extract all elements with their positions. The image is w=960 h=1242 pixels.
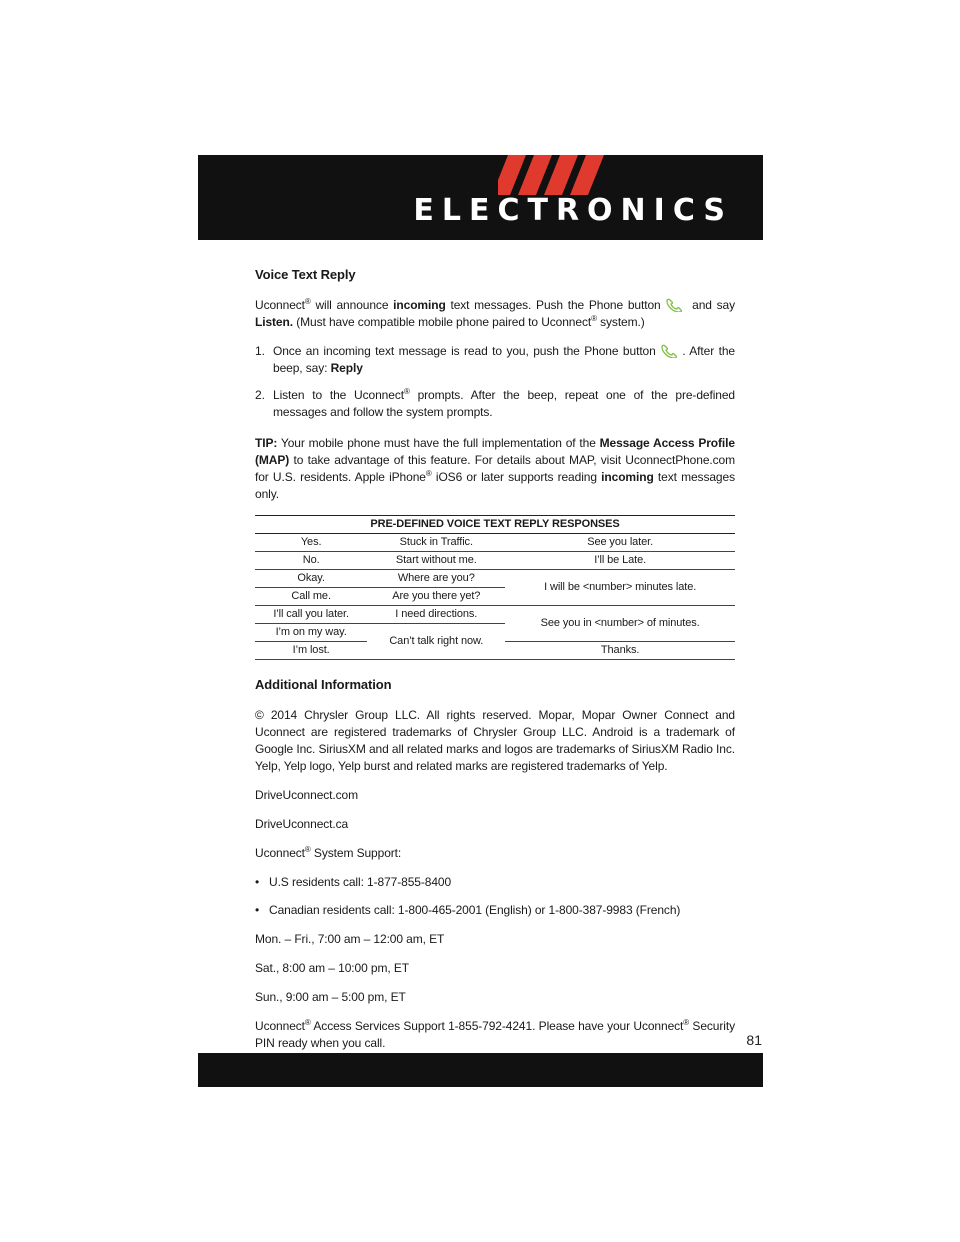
page-number: 81 xyxy=(746,1032,762,1048)
list-item: • U.S residents call: 1-877-855-8400 xyxy=(255,874,735,891)
table-row: Yes. Stuck in Traffic. See you later. xyxy=(255,534,735,552)
hours-sunday: Sun., 9:00 am – 5:00 pm, ET xyxy=(255,990,406,1004)
page-content xyxy=(255,266,735,1064)
table-row: I’m lost. Thanks. xyxy=(255,642,735,660)
phone-icon xyxy=(660,344,682,358)
racing-stripes-graphic xyxy=(498,155,608,195)
step-1: 1. Once an incoming text message is read to you, push the Phone button . After the beep, say: Reply xyxy=(255,344,735,375)
section-title: ELECTRONICS xyxy=(413,193,733,228)
table-title: PRE-DEFINED VOICE TEXT REPLY RESPONSES xyxy=(255,516,735,534)
access-services-text: Uconnect® Access Services Support 1-855-792-4241. Please have your Uconnect® Security PIN ready when you call. xyxy=(255,1018,735,1050)
hours-weekday: Mon. – Fri., 7:00 am – 12:00 am, ET xyxy=(255,932,445,946)
table-row: Okay. Where are you? I will be <number> minutes late. xyxy=(255,570,735,588)
site-ca: DriveUconnect.ca xyxy=(255,817,349,831)
support-phone-list xyxy=(255,874,735,919)
step-2: 2. Listen to the Uconnect® prompts. After the beep, repeat one of the pre-defined messages and follow the system prompts. xyxy=(255,387,735,419)
site-us: DriveUconnect.com xyxy=(255,788,359,802)
phone-icon xyxy=(665,298,687,312)
voice-text-reply-intro: Uconnect® will announce incoming text messages. Push the Phone button and say Listen. (Must have compatible mobile phone paired to Uconnect® system.) xyxy=(255,297,735,329)
list-item: • Canadian residents call: 1-800-465-2001 (English) or 1-800-387-9983 (French) xyxy=(255,902,735,919)
hours-saturday: Sat., 8:00 am – 10:00 pm, ET xyxy=(255,961,409,975)
voice-text-reply-heading: Voice Text Reply xyxy=(255,267,356,282)
table-row: I’m on my way. Can’t talk right now. xyxy=(255,624,735,642)
table-row: No. Start without me. I’ll be Late. xyxy=(255,552,735,570)
support-heading: Uconnect® System Support: xyxy=(255,845,402,860)
footer-band xyxy=(198,1053,763,1087)
additional-info-heading: Additional Information xyxy=(255,677,392,692)
tip-paragraph: TIP: Your mobile phone must have the full implementation of the Message Access Profile (MAP) to take advantage of this feature. For details about MAP, visit UconnectPhone.com for U.S. residents. Apple iPhone® iOS6 or later supports reading incoming text messages only. xyxy=(255,436,735,501)
copyright-text: © 2014 Chrysler Group LLC. All rights reserved. Mopar, Mopar Owner Connect and Uconnect are registered trademarks of Chrysler Group LLC. Android is a trademark of Google Inc. SiriusXM and all related marks and logos are trademarks of SiriusXM Radio Inc. Yelp, Yelp logo, Yelp burst and related marks are registered trademarks of Yelp. xyxy=(255,708,735,773)
table-row: I’ll call you later. I need directions. See you in <number> of minutes. xyxy=(255,606,735,624)
table-row: Call me. Are you there yet? xyxy=(255,588,735,606)
section-header-band xyxy=(198,155,763,240)
reply-responses-table xyxy=(255,515,735,660)
